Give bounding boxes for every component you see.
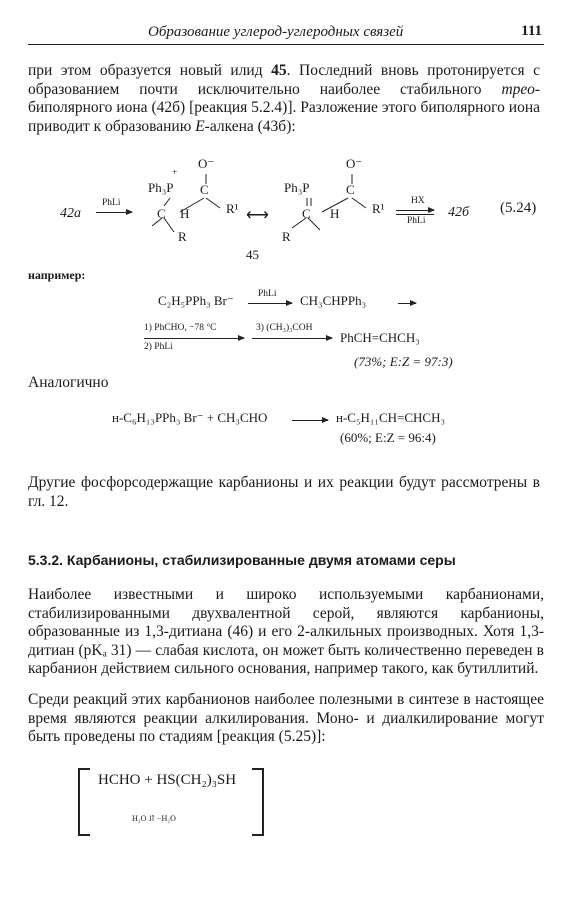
compound-label-45: 45 — [246, 247, 259, 262]
start-compound: 42а — [60, 206, 81, 221]
equilibrium-arrow-forward — [396, 210, 434, 211]
oxide-left: O⁻ — [198, 156, 215, 171]
section-heading: 5.3.2. Карбанионы, стабилизированные двумя атомами серы — [28, 552, 456, 568]
header-title: Образование углерод-углеродных связей — [148, 24, 404, 40]
step-2: 2) PhLi — [144, 342, 173, 352]
phosphonium-charge: + — [172, 168, 178, 178]
left-bracket — [78, 768, 90, 836]
hydrogen-right: H — [330, 206, 340, 221]
phosphonium-salt: C₂H₅PPh₃ Br⁻ — [158, 293, 234, 308]
r-right: R — [282, 229, 291, 244]
equilibrium-arrow-back — [396, 214, 434, 215]
example-yield: (73%; E:Z = 97:3) — [354, 354, 453, 369]
example-arrow-continue — [398, 303, 416, 304]
paragraph-ylide: при этом образуется новый илид 45. Последний вновь протонируется с образованием почти исключительно наиболее стабильного трео-биполярного иона (42б) [реакция 5.2.4)]. Разложение этого биполярного иона приводит к образованию E-алкена (43б): — [28, 62, 540, 135]
hydrogen-left: H — [180, 206, 190, 221]
carbon-c4: C — [302, 206, 311, 221]
reaction-arrow — [96, 212, 132, 213]
equilibrium-bottom: PhLi — [407, 216, 426, 226]
carbon-c1: C — [200, 182, 209, 197]
step-3: 3) (CH₃)₃COH — [256, 323, 313, 333]
carbon-c2: C — [157, 206, 166, 221]
oxide-right: O⁻ — [346, 156, 363, 171]
ph3p-left: Ph₃P — [148, 180, 174, 195]
alkene-product: PhCH=CHCH₃ — [340, 330, 420, 345]
right-bracket — [252, 768, 264, 836]
analog-arrow — [292, 420, 328, 421]
equilibrium-top: HX — [411, 196, 425, 206]
reagent-phli: PhLi — [102, 198, 121, 208]
equation-number: (5.24) — [500, 200, 537, 216]
example-arrow-3 — [252, 338, 332, 339]
r1-left: R¹ — [226, 201, 239, 216]
page-number: 111 — [521, 23, 542, 39]
r1-right: R¹ — [372, 201, 385, 216]
analog-product: н-C₅H₁₁CH=CHCH₃ — [336, 410, 445, 425]
scheme2-condition: H₂O ⇵ −H₂O — [132, 814, 176, 823]
analog-yield: (60%; E:Z = 96:4) — [340, 430, 436, 445]
paragraph-dithiane: Наиболее известными и широко используемыми карбанионами, стабилизированными двухвалентной серой, являются карбанионы, образованные из 1,3-дитиана (46) и его 2-алкильных производных. Хотя 1,3-дитиан (pKₐ 31) — слабая кислота, он может быть количественно переведен в карбанион действием сильного основания, например такого, как бутиллитий. — [28, 586, 544, 678]
product-compound: 42б — [448, 205, 470, 220]
ph3p-right: Ph₃P — [284, 180, 310, 195]
r-left: R — [178, 229, 187, 244]
resonance-arrow: ⟷ — [246, 207, 269, 224]
example-lead: например: — [28, 268, 86, 282]
analog-reactants: н-C₆H₁₃PPh₃ Br⁻ + CH₃CHO — [112, 410, 268, 425]
running-header — [28, 18, 544, 45]
example-reagent: PhLi — [258, 289, 277, 299]
scheme2-reaction: HCHO + HS(CH₂)₃SH — [98, 772, 237, 788]
analog-label: Аналогично — [28, 374, 109, 391]
example-arrow-1 — [248, 303, 292, 304]
example-arrow-2 — [144, 338, 244, 339]
ylide-product: CH₃CHPPh₃ — [300, 293, 367, 308]
step-1: 1) PhCHO, −78 °C — [144, 323, 217, 333]
carbon-c3: C — [346, 182, 355, 197]
paragraph-alkylation: Среди реакций этих карбанионов наиболее полезными в синтезе в настоящее время являются реакции алкилирования. Моно- и диалкилирование могут быть проведены по стадиям [реакция (5.25)]: — [28, 691, 544, 746]
paragraph-other-carbanions: Другие фосфорсодержащие карбанионы и их реакции будут рассмотрены в гл. 12. — [28, 474, 540, 510]
